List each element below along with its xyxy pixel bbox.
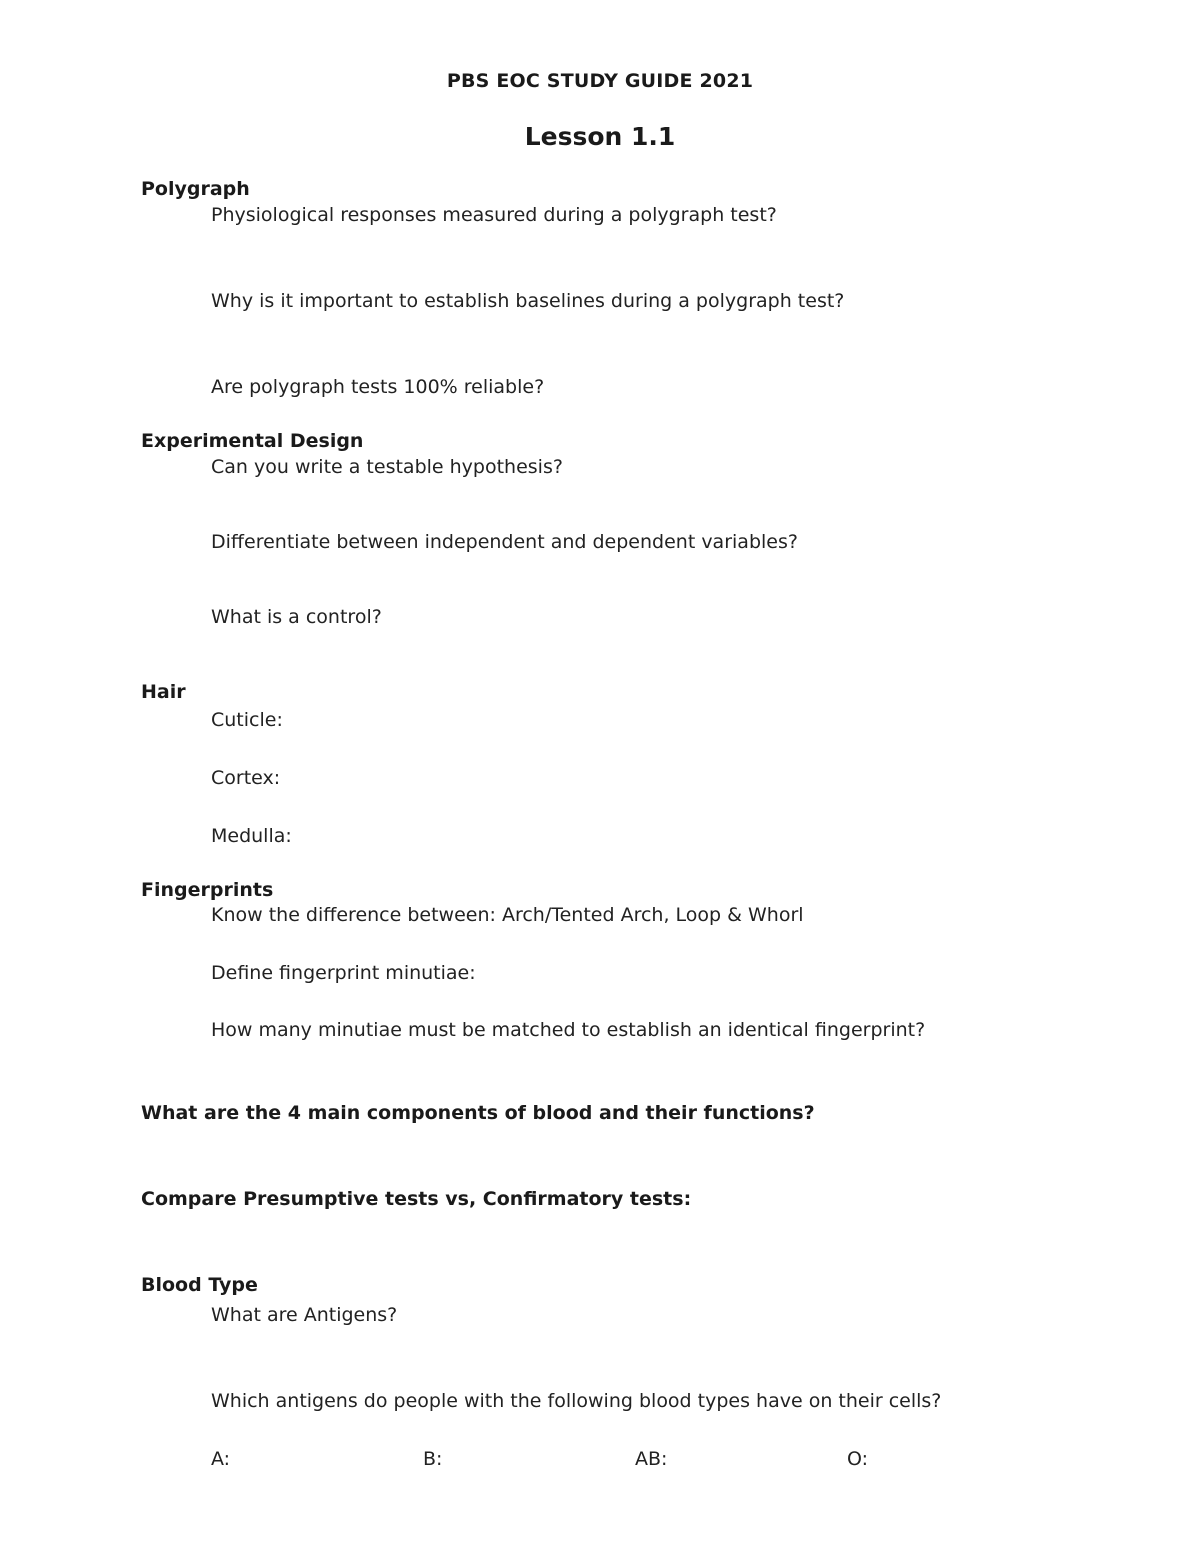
- question-minutiae-define: Define fingerprint minutiae:: [211, 962, 476, 984]
- question-blood-components: What are the 4 main components of blood and their functions?: [141, 1102, 815, 1124]
- question-variables: Differentiate between independent and dependent variables?: [211, 531, 798, 553]
- document-title: PBS EOC STUDY GUIDE 2021: [446, 70, 754, 92]
- lesson-title: Lesson 1.1: [524, 122, 676, 151]
- blood-type-b: B:: [423, 1448, 443, 1470]
- question-control: What is a control?: [211, 606, 382, 628]
- question-medulla: Medulla:: [211, 825, 292, 847]
- section-heading-polygraph: Polygraph: [141, 178, 250, 200]
- section-heading-fingerprints: Fingerprints: [141, 879, 274, 901]
- question-cortex: Cortex:: [211, 767, 281, 789]
- section-heading-hair: Hair: [141, 681, 186, 703]
- question-polygraph-baselines: Why is it important to establish baselines during a polygraph test?: [211, 290, 845, 312]
- question-antigens: What are Antigens?: [211, 1304, 398, 1326]
- section-heading-blood-type: Blood Type: [141, 1274, 258, 1296]
- question-cuticle: Cuticle:: [211, 709, 283, 731]
- blood-type-o: O:: [847, 1448, 869, 1470]
- question-polygraph-responses: Physiological responses measured during a polygraph test?: [211, 204, 777, 226]
- question-presumptive-tests: Compare Presumptive tests vs, Confirmatory tests:: [141, 1188, 692, 1210]
- question-hypothesis: Can you write a testable hypothesis?: [211, 456, 563, 478]
- question-fingerprint-patterns: Know the difference between: Arch/Tented Arch, Loop & Whorl: [211, 904, 804, 926]
- blood-type-a: A:: [211, 1448, 231, 1470]
- section-heading-experimental-design: Experimental Design: [141, 430, 364, 452]
- question-antigens-blood-types: Which antigens do people with the following blood types have on their cells?: [211, 1390, 942, 1412]
- blood-type-ab: AB:: [635, 1448, 668, 1470]
- question-minutiae-count: How many minutiae must be matched to establish an identical fingerprint?: [211, 1019, 926, 1041]
- question-polygraph-reliable: Are polygraph tests 100% reliable?: [211, 376, 545, 398]
